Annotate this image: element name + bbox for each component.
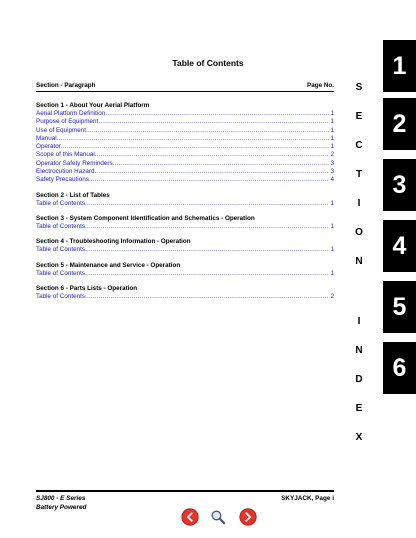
toc-entry[interactable]: Table of Contents ..... 2: [36, 293, 334, 301]
index-letter: T: [355, 169, 363, 180]
index-letter: X: [355, 432, 363, 443]
toc-entry[interactable]: Table of Contents ..... 1: [36, 270, 334, 278]
toc-list: [36, 101, 334, 301]
previous-page-button[interactable]: [181, 508, 199, 526]
index-letter: E: [355, 111, 363, 122]
section-heading: Section 4 - Troubleshooting Information - Operation: [36, 238, 191, 246]
toc-entry[interactable]: Safety Precautions ..... 4: [36, 176, 334, 184]
section-tab-2[interactable]: 2: [383, 98, 416, 150]
index-letter: N: [355, 256, 363, 267]
column-header-section: Section - Paragraph: [36, 82, 96, 89]
index-letter: E: [355, 403, 363, 414]
index-letter: O: [355, 227, 363, 238]
footer-rule: [36, 490, 334, 492]
toc-entry[interactable]: Aerial Platform Definition ..... 1: [36, 110, 334, 118]
index-letter: D: [355, 374, 363, 385]
toc-entry[interactable]: Operator ..... 1: [36, 143, 334, 151]
toc-entry[interactable]: Purpose of Equipment ..... 1: [36, 118, 334, 126]
toc-entry[interactable]: Table of Contents ..... 1: [36, 223, 334, 231]
index-letter: N: [355, 345, 363, 356]
footer-model: SJ800 - E Series: [36, 495, 86, 502]
section-tab-3[interactable]: 3: [383, 159, 416, 211]
section-tab-6[interactable]: 6: [383, 342, 416, 394]
toc-entry[interactable]: Table of Contents ..... 1: [36, 200, 334, 208]
section-heading: Section 6 - Parts Lists - Operation: [36, 284, 138, 292]
section-heading: Section 1 - About Your Aerial Platform: [36, 102, 150, 109]
magnifier-icon: [209, 508, 227, 526]
index-letter: I: [357, 316, 361, 327]
section-tab-4[interactable]: 4: [383, 220, 416, 272]
section-tab-5[interactable]: 5: [383, 281, 416, 333]
section-tab-1[interactable]: 1: [383, 40, 416, 92]
column-header-page: Page No.: [307, 82, 334, 89]
header-rule: [36, 91, 334, 92]
footer-power: Battery Powered: [36, 504, 87, 511]
index-letter: C: [355, 140, 363, 151]
search-button[interactable]: [209, 508, 227, 526]
toc-entry[interactable]: Table of Contents ..... 1: [36, 246, 334, 254]
section-heading: Section 3 - System Component Identification and Schematics - Operation: [36, 214, 255, 222]
toc-entry[interactable]: Operator Safety Reminders ..... 3: [36, 160, 334, 168]
arrow-left-icon: [181, 508, 199, 526]
index-letter: S: [355, 82, 363, 93]
toc-entry[interactable]: Electrocution Hazard ..... 3: [36, 168, 334, 176]
index-letter: I: [357, 198, 361, 209]
toc-entry[interactable]: Use of Equipment ..... 1: [36, 127, 334, 135]
arrow-right-icon: [239, 508, 257, 526]
footer-page-label: SKYJACK, Page i: [281, 495, 334, 502]
section-heading: Section 5 - Maintenance and Service - Operation: [36, 261, 181, 269]
toc-entry[interactable]: Manual ..... 1: [36, 135, 334, 143]
toc-entry[interactable]: Scope of this Manual ..... 2: [36, 151, 334, 159]
section-heading: Section 2 - List of Tables: [36, 191, 110, 199]
next-page-button[interactable]: [239, 508, 257, 526]
page-title: Table of Contents: [172, 58, 244, 68]
